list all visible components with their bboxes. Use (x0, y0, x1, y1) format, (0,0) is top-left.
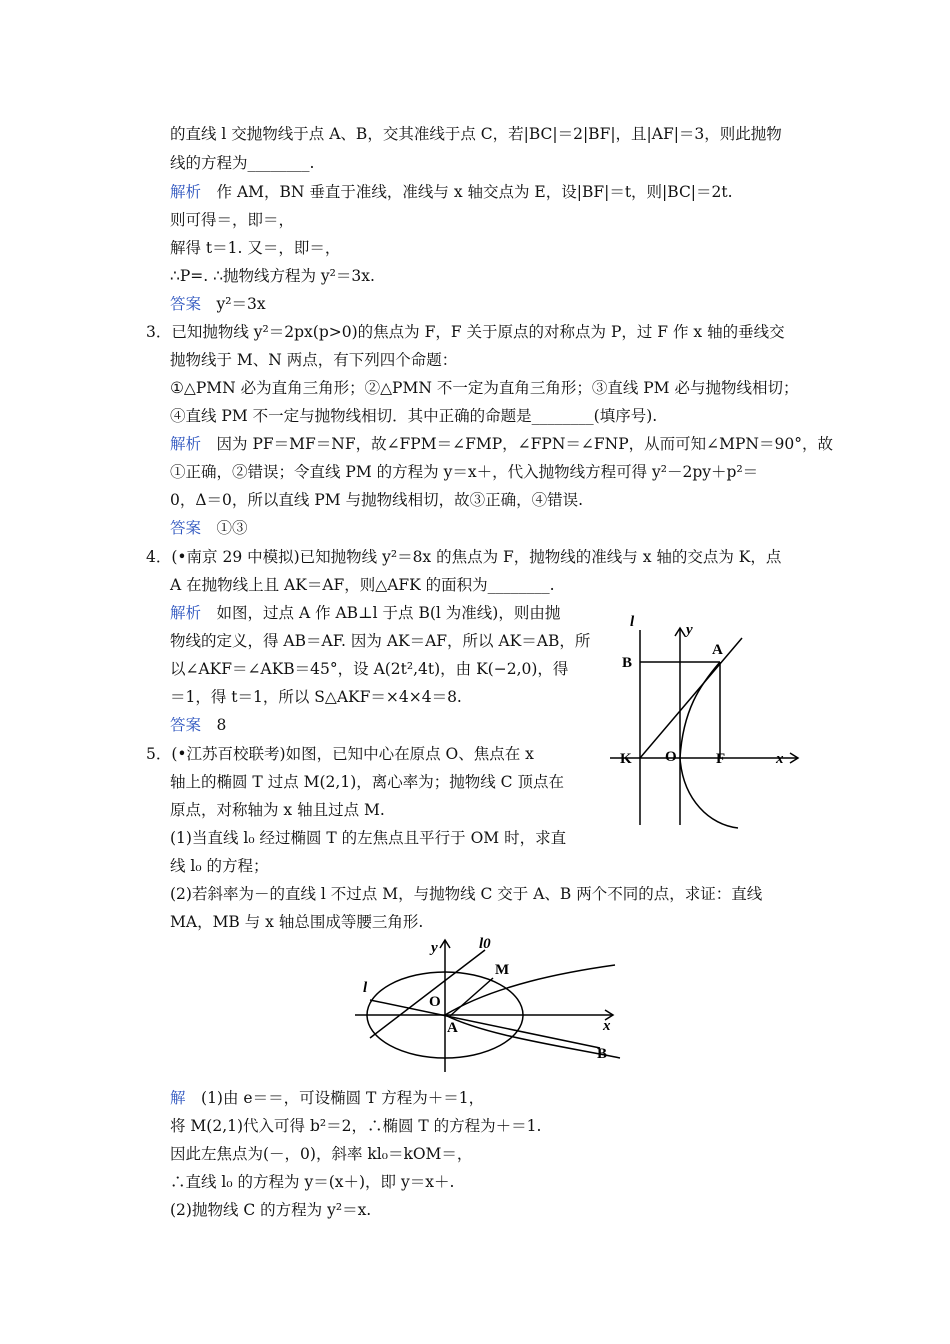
line-text: 如图，过点 A 作 AB⊥l 于点 B(l 为准线)，则由抛 (201, 604, 561, 622)
section-label: 解 (170, 1089, 186, 1107)
text-line (170, 856, 269, 876)
line-text: y²＝3x (201, 295, 266, 313)
ellipse-figure (345, 930, 645, 1080)
text-line (170, 518, 248, 538)
label-l: l (363, 980, 368, 996)
line-text: ①正确，②错误；令直线 PM 的方程为 y＝x＋，代入抛物线方程可得 y²－2py＋p²＝ (170, 463, 759, 481)
line-text: 线的方程为________. (170, 154, 315, 172)
line-text: 因为 PF＝MF＝NF，故∠FPM＝∠FMP，∠FPN＝∠FNP，从而可知∠MPN＝90°，故 (201, 435, 833, 453)
line-text: 原点，对称轴为 x 轴且过点 M. (170, 801, 385, 819)
text-line (170, 800, 385, 820)
text-line (170, 124, 782, 144)
text-line (146, 547, 781, 567)
line-l (370, 1000, 600, 1048)
line-text: ∴直线 l₀ 的方程为 y＝(x＋)，即 y＝x＋. (170, 1173, 455, 1191)
text-line (146, 322, 785, 342)
line-text: 8 (201, 716, 227, 734)
label-l: l (630, 614, 635, 630)
line-text: (2)若斜率为－的直线 l 不过点 M，与抛物线 C 交于 A、B 两个不同的点，求证：直线 (170, 885, 763, 903)
text-line (170, 350, 457, 370)
line-text: 作 AM，BN 垂直于准线，准线与 x 轴交点为 E，设|BF|＝t，则|BC|＝2t. (201, 183, 733, 201)
line-text: 抛物线于 M、N 两点，有下列四个命题： (170, 351, 458, 369)
parabola-curve (680, 662, 738, 828)
line-text: (1)当直线 l₀ 经过椭圆 T 的左焦点且平行于 OM 时，求直 (170, 829, 567, 847)
line-text: ①③ (201, 519, 248, 537)
line-text: 解得 t＝1. 又＝，即＝， (170, 239, 341, 257)
label-F: F (716, 751, 726, 767)
line-text: 则可得＝，即＝， (170, 211, 295, 229)
text-line (170, 490, 583, 510)
parabola-C (445, 965, 620, 1058)
text-line (170, 772, 564, 792)
segment-MA (450, 978, 493, 1016)
text-line (170, 1088, 484, 1108)
text-line (170, 153, 314, 173)
text-line (170, 406, 657, 426)
text-line (170, 1144, 472, 1164)
text-line (170, 884, 762, 904)
label-x: x (603, 1018, 611, 1034)
line-text: 以∠AKF＝∠AKB＝45°，设 A(2t²,4t)，由 K(−2,0)，得 (170, 660, 569, 678)
line-text: ＝1，得 t＝1，所以 S△AKF＝×4×4＝8. (170, 688, 462, 706)
line-text: 的直线 l 交抛物线于点 A、B，交其准线于点 C，若|BC|＝2|BF|，且|AF|＝3，则此抛物 (170, 125, 782, 143)
text-line (170, 828, 566, 848)
text-line (146, 744, 534, 764)
section-label: 答案 (170, 716, 202, 734)
text-line (170, 1116, 541, 1136)
text-line (170, 182, 733, 202)
text-line (170, 687, 462, 707)
label-O: O (429, 994, 441, 1010)
line-text: 0，Δ＝0，所以直线 PM 与抛物线相切，故③正确，④错误. (170, 491, 583, 509)
line-text: 因此左焦点为(－，0)，斜率 kl₀＝kOM＝， (170, 1145, 473, 1163)
text-line (170, 462, 758, 482)
line-text: A 在抛物线上且 AK＝AF，则△AFK 的面积为________. (170, 576, 555, 594)
label-B: B (597, 1046, 608, 1062)
line-text: 线 l₀ 的方程； (170, 857, 269, 875)
line-text: ∴P=. ∴抛物线方程为 y²＝3x. (170, 267, 375, 285)
text-line (170, 294, 266, 314)
line-KA (640, 638, 742, 758)
line-text: MA，MB 与 x 轴总围成等腰三角形. (170, 913, 424, 931)
label-A: A (712, 642, 723, 658)
label-x: x (776, 751, 784, 767)
line-text: 将 M(2,1)代入可得 b²＝2，∴椭圆 T 的方程为＋＝1. (170, 1117, 542, 1135)
text-line (170, 210, 294, 230)
label-M: M (495, 962, 510, 978)
text-line (170, 266, 375, 286)
text-line (170, 238, 340, 258)
label-y: y (686, 622, 693, 638)
text-line (170, 575, 555, 595)
text-line (170, 912, 423, 932)
line-text: (1)由 e＝＝，可设椭圆 T 方程为＋＝1， (185, 1089, 485, 1107)
label-y: y (431, 940, 438, 956)
line-text: 3．已知抛物线 y²＝2px(p>0)的焦点为 F，F 关于原点的对称点为 P，过 F 作 x 轴的垂线交 (146, 323, 785, 341)
section-label: 答案 (170, 519, 202, 537)
section-label: 答案 (170, 295, 202, 313)
text-line (170, 659, 568, 679)
label-O: O (665, 749, 677, 765)
line-text: 轴上的椭圆 T 过点 M(2,1)，离心率为；抛物线 C 顶点在 (170, 773, 564, 791)
section-label: 解析 (170, 435, 202, 453)
line-text: ①△PMN 必为直角三角形；②△PMN 不一定为直角三角形；③直线 PM 必与抛物线相切； (170, 379, 799, 397)
label-l0: l0 (479, 936, 491, 952)
text-line (170, 1172, 454, 1192)
line-text: (2)抛物线 C 的方程为 y²＝x. (170, 1201, 372, 1219)
text-line (170, 1200, 371, 1220)
label-K: K (620, 751, 632, 767)
text-line (170, 434, 833, 454)
section-label: 解析 (170, 183, 202, 201)
line-text: 5．(•江苏百校联考)如图，已知中心在原点 O、焦点在 x (146, 745, 534, 763)
section-label: 解析 (170, 604, 202, 622)
text-line (170, 631, 590, 651)
text-line (170, 603, 560, 623)
line-text: 4．(•南京 29 中模拟)已知抛物线 y²＝8x 的焦点为 F，抛物线的准线与 x 轴的交点为 K，点 (146, 548, 782, 566)
line-text: ④直线 PM 不一定与抛物线相切．其中正确的命题是________(填序号). (170, 407, 658, 425)
label-A: A (447, 1020, 458, 1036)
text-line (170, 378, 798, 398)
parabola-figure (600, 600, 810, 830)
line-text: 物线的定义，得 AB＝AF. 因为 AK＝AF，所以 AK＝AB，所 (170, 632, 591, 650)
text-line (170, 715, 226, 735)
label-B: B (622, 655, 633, 671)
